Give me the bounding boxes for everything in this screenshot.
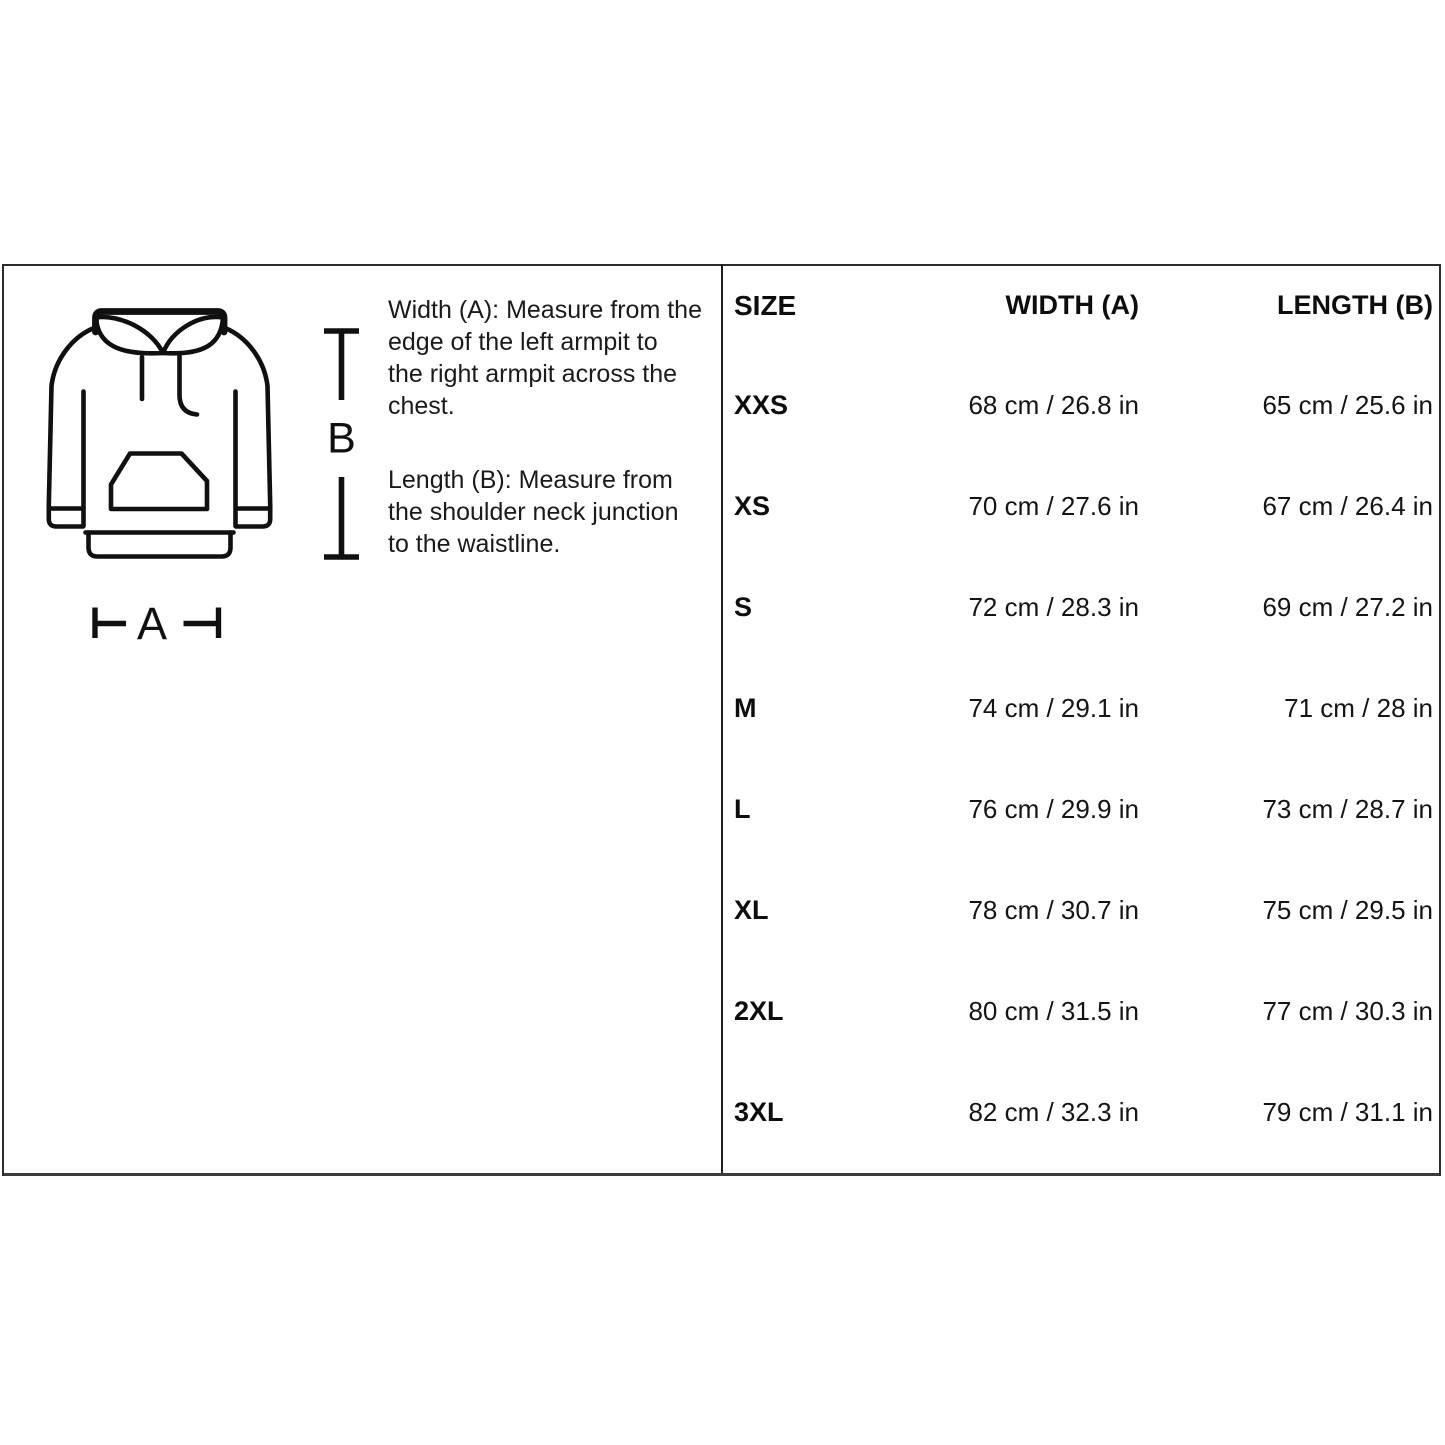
table-row [723, 355, 1439, 456]
length-cell: 71 cm / 28 in [1284, 693, 1433, 723]
instruction-line: the shoulder neck junction [388, 498, 679, 526]
length-cell: 77 cm / 30.3 in [1262, 996, 1433, 1026]
length-cell: 69 cm / 27.2 in [1262, 592, 1433, 622]
size-cell: XL [734, 895, 769, 925]
table-row [723, 456, 1439, 557]
hoodie-measurement-diagram [40, 300, 370, 650]
header-size: SIZE [734, 290, 797, 321]
length-cell: 79 cm / 31.1 in [1262, 1097, 1433, 1127]
width-a-label: A [136, 598, 168, 649]
width-cell: 68 cm / 26.8 in [968, 390, 1139, 420]
instruction-line: Width (A): Measure from the [388, 296, 702, 324]
width-cell: 82 cm / 32.3 in [968, 1097, 1139, 1127]
width-instruction-text [388, 294, 720, 422]
length-cell: 75 cm / 29.5 in [1262, 895, 1433, 925]
length-cell: 67 cm / 26.4 in [1262, 491, 1433, 521]
table-row [723, 860, 1439, 961]
instruction-line: the right armpit across the [388, 360, 678, 388]
panel-border-left [2, 264, 4, 1176]
measurement-instructions [388, 294, 720, 560]
size-table-header-row [723, 264, 1439, 355]
width-cell: 70 cm / 27.6 in [968, 491, 1139, 521]
table-row [723, 658, 1439, 759]
length-instruction-text [388, 464, 720, 560]
size-cell: XS [734, 491, 771, 521]
table-row [723, 961, 1439, 1062]
panel-border-right [1439, 264, 1441, 1176]
panel-border-bottom [2, 1173, 1441, 1176]
size-cell: M [734, 693, 757, 723]
header-length: LENGTH (B) [1277, 290, 1433, 320]
width-cell: 74 cm / 29.1 in [968, 693, 1139, 723]
instruction-line: edge of the left armpit to [388, 328, 658, 356]
instruction-line: to the waistline. [388, 530, 561, 558]
width-cell: 78 cm / 30.7 in [968, 895, 1139, 925]
table-row [723, 759, 1439, 860]
size-cell: L [734, 794, 751, 824]
header-width: WIDTH (A) [1005, 290, 1139, 320]
length-b-label: B [327, 414, 356, 463]
hoodie-icon [49, 312, 270, 557]
table-row [723, 1062, 1439, 1163]
table-row [723, 557, 1439, 658]
size-cell: 2XL [734, 996, 784, 1026]
width-cell: 80 cm / 31.5 in [968, 996, 1139, 1026]
size-table [723, 264, 1439, 1173]
size-cell: XXS [734, 390, 789, 420]
instruction-line: chest. [388, 392, 455, 420]
size-cell: 3XL [734, 1097, 784, 1127]
size-cell: S [734, 592, 753, 622]
instruction-line: Length (B): Measure from [388, 466, 673, 494]
width-cell: 76 cm / 29.9 in [968, 794, 1139, 824]
width-cell: 72 cm / 28.3 in [968, 592, 1139, 622]
length-cell: 65 cm / 25.6 in [1262, 390, 1433, 420]
length-cell: 73 cm / 28.7 in [1262, 794, 1433, 824]
